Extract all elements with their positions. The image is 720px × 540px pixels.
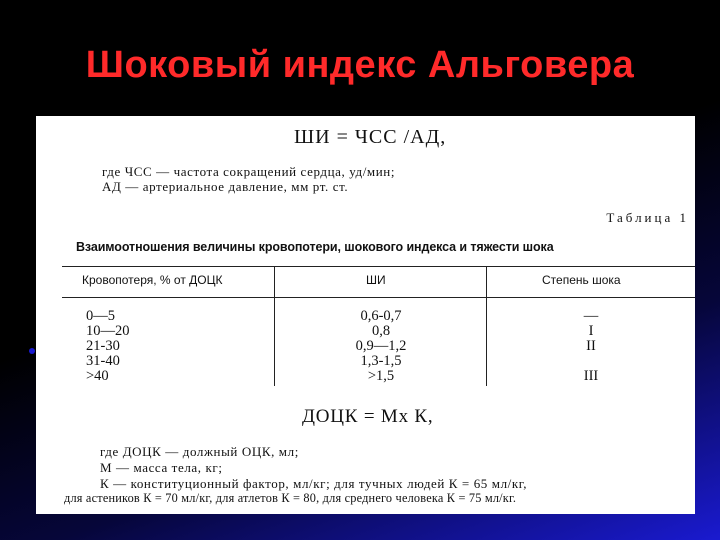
table-caption: Взаимоотношения величины кровопотери, шокового индекса и тяжести шока xyxy=(76,240,554,254)
table-header-si: ШИ xyxy=(366,273,386,287)
table-cell: — xyxy=(583,308,599,324)
table-cell: 10—20 xyxy=(86,323,130,339)
table-column-shock-degree xyxy=(581,309,601,384)
table-label: Таблица 1 xyxy=(606,210,689,225)
table-cell: I xyxy=(588,323,594,339)
table-cell: 0,6-0,7 xyxy=(360,308,402,324)
definition-bp: АД — артериальное давление, мм рт. ст. xyxy=(102,179,349,194)
table-cell: 0,9—1,2 xyxy=(355,338,407,354)
definition-hr: где ЧСС — частота сокращений сердца, уд/мин; xyxy=(102,164,396,179)
table-cell: 21-30 xyxy=(86,338,120,354)
table-cell: 0,8 xyxy=(371,323,391,339)
scanned-document xyxy=(36,116,695,514)
table-cell: II xyxy=(586,338,596,354)
table-cell: 0—5 xyxy=(86,308,115,324)
definition-docc: где ДОЦК — должный ОЦК, мл; xyxy=(100,444,299,459)
definition-mass: М — масса тела, кг; xyxy=(100,460,223,475)
table-column-si xyxy=(346,309,416,384)
slide-title: Шоковый индекс Альговера xyxy=(85,44,635,86)
table-divider-2 xyxy=(486,266,487,386)
formula-shock-index: ШИ = ЧСС /АД, xyxy=(294,126,447,148)
table-cell: III xyxy=(583,368,599,384)
table-header-rule xyxy=(62,297,695,298)
table-cell: >40 xyxy=(86,368,109,384)
table-header-blood-loss: Кровопотеря, % от ДОЦК xyxy=(82,273,223,287)
definition-k-factor: К — конституционный фактор, мл/кг; для тучных людей К = 65 мл/кг, xyxy=(100,476,528,491)
table-divider-1 xyxy=(274,266,275,386)
table-cell: 31-40 xyxy=(86,353,120,369)
table-cell xyxy=(581,354,601,369)
table-cell: >1,5 xyxy=(367,368,395,384)
definition-k-values: для астеников К = 70 мл/кг, для атлетов К = 80, для среднего человека К = 75 мл/кг. xyxy=(64,491,517,505)
table-column-blood-loss xyxy=(86,309,130,384)
formula-docc: ДОЦК = Мх К, xyxy=(302,406,434,427)
table-cell: 1,3-1,5 xyxy=(360,353,402,369)
bullet-dot xyxy=(29,348,35,354)
table-header-shock-degree: Степень шока xyxy=(542,273,621,287)
table-top-rule xyxy=(62,266,695,267)
